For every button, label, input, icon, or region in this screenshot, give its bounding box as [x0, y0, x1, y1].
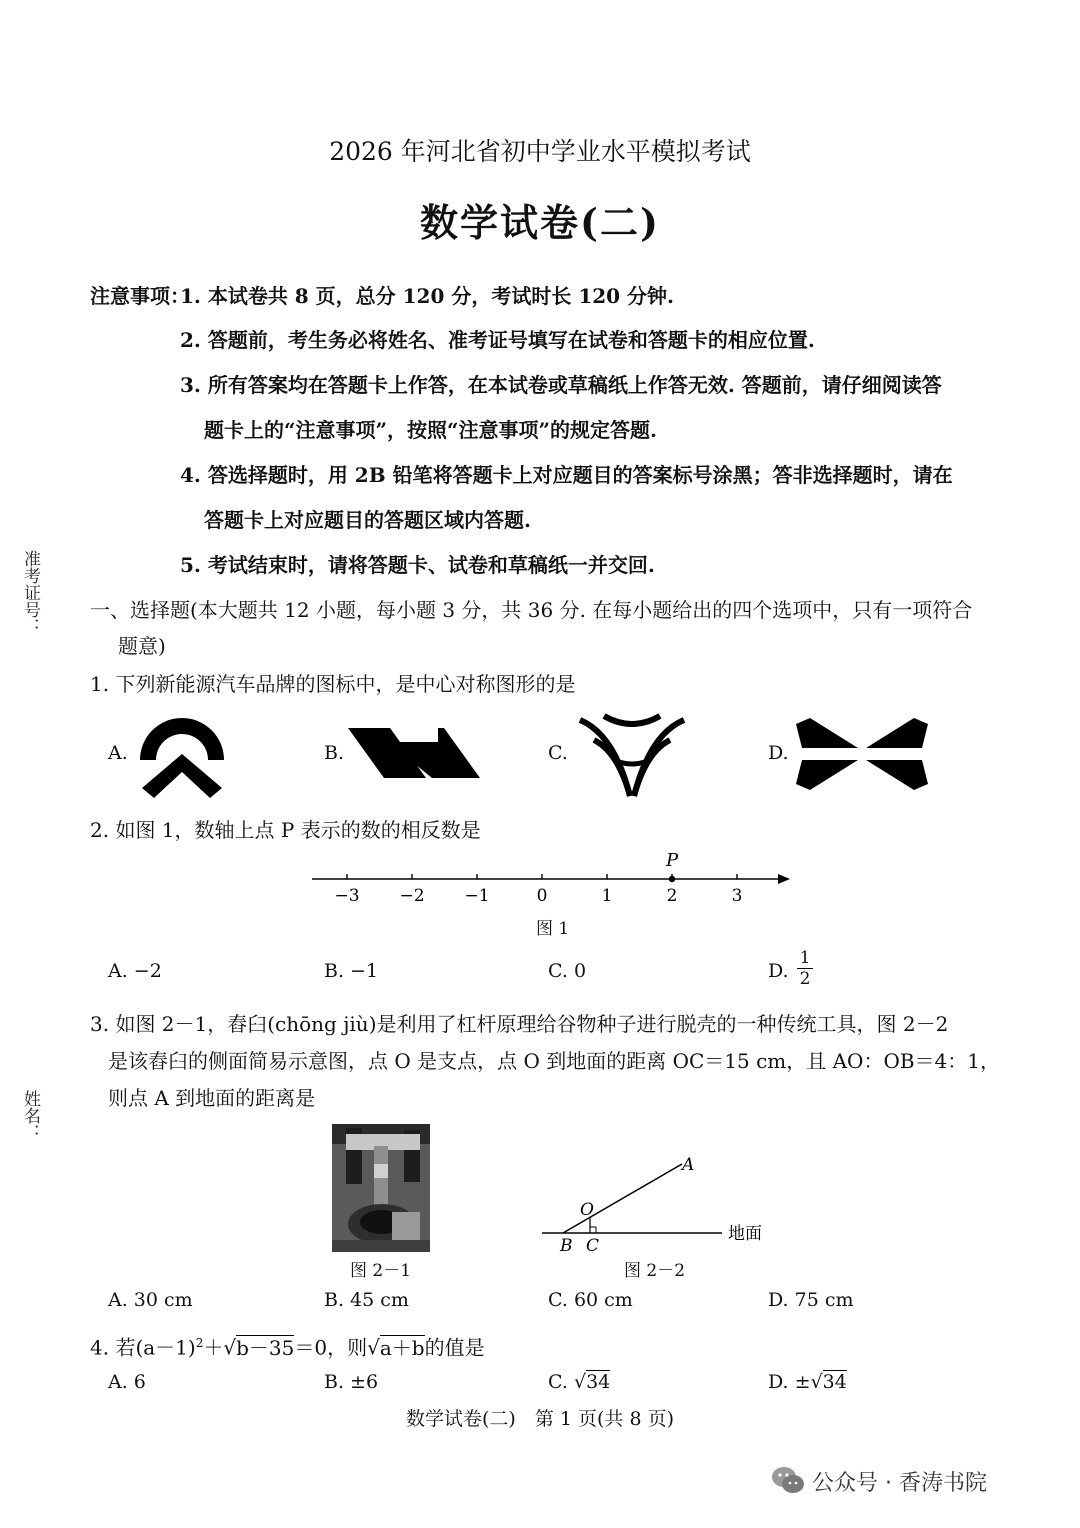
svg-text:地面: 地面: [728, 1224, 762, 1244]
name-label: 姓名：: [20, 1090, 40, 1141]
q4-prefix: 4. 若(a－1): [90, 1335, 196, 1360]
notice-item-4: 4. 答选择题时，用 2B 铅笔将答题卡上对应题目的答案标号涂黑；答非选择题时，请在: [180, 463, 953, 487]
number-line-tick-label: 1: [601, 886, 613, 906]
q4-option-d: D. ±√34: [768, 1371, 847, 1393]
logo-v-arcs-icon: [574, 712, 690, 802]
section-heading: 一、选择题(本大题共 12 小题，每小题 3 分，共 36 分. 在每小题给出的四个选项中，只有一项符合: [90, 598, 973, 622]
notice-item-3-cont: 题卡上的“注意事项”，按照“注意事项”的规定答题.: [204, 418, 657, 442]
page-footer: 数学试卷(二) 第 1 页(共 8 页): [406, 1408, 674, 1430]
logo-bowtie-icon: [796, 718, 928, 790]
q2-option-c: C. 0: [548, 960, 587, 982]
point-p-label: P: [665, 850, 679, 871]
q4-radical-2: √a＋b: [367, 1335, 425, 1360]
exam-subtitle: 2026 年河北省初中学业水平模拟考试: [329, 137, 751, 166]
exam-title: 数学试卷(二): [420, 200, 660, 245]
q4-mid: ＝0，则: [294, 1335, 368, 1360]
number-line-tick-label: −3: [334, 886, 360, 906]
question-1-stem: 1. 下列新能源汽车品牌的图标中，是中心对称图形的是: [90, 672, 576, 696]
number-line-tick-label: 2: [666, 886, 678, 906]
figure-2-1-caption: 图 2－1: [350, 1261, 412, 1281]
mortar-photo-image: [332, 1124, 430, 1252]
section-heading-cont: 题意): [118, 634, 166, 658]
question-4-stem: [90, 1329, 485, 1362]
number-line: [300, 846, 800, 912]
number-line-tick-label: 3: [731, 886, 743, 906]
q2-option-d: D.: [768, 960, 789, 982]
notice-item-1: 1. 本试卷共 8 页，总分 120 分，考试时长 120 分钟.: [180, 284, 674, 308]
question-3-line-3: 则点 A 到地面的距离是: [108, 1086, 316, 1110]
q1-option-c-label: C.: [548, 742, 568, 764]
question-2-stem: 2. 如图 1，数轴上点 P 表示的数的相反数是: [90, 818, 481, 842]
svg-text:C: C: [586, 1236, 600, 1256]
q4-radical-1: √b－35: [223, 1335, 295, 1360]
q3-option-d: D. 75 cm: [768, 1289, 854, 1311]
q4-suffix: 的值是: [424, 1335, 485, 1360]
q3-option-a: A. 30 cm: [108, 1289, 193, 1311]
q2-option-d-fraction: [797, 948, 813, 989]
lever-diagram: [536, 1152, 776, 1256]
notice-item-5: 5. 考试结束时，请将答题卡、试卷和草稿纸一并交回.: [180, 553, 655, 577]
svg-text:O: O: [580, 1200, 594, 1220]
notice-item-3: 3. 所有答案均在答题卡上作答，在本试卷或草稿纸上作答无效. 答题前，请仔细阅读答: [180, 373, 942, 397]
exam-number-label: 准考证号：: [20, 550, 40, 635]
q4-exponent: 2: [195, 1336, 204, 1350]
number-line-tick-label: −1: [464, 886, 490, 906]
q1-option-d-label: D.: [768, 742, 789, 764]
logo-arc-chevron-icon: [132, 710, 232, 800]
fraction-numerator: 1: [799, 948, 811, 968]
number-line-tick-label: 0: [536, 886, 548, 906]
svg-text:A: A: [682, 1155, 695, 1175]
figure-1-caption: 图 1: [536, 919, 570, 939]
q2-option-a: A. −2: [108, 960, 162, 982]
logo-parallelogram-icon: [348, 722, 484, 784]
question-3-line-2: 是该舂臼的侧面简易示意图，点 O 是支点，点 O 到地面的距离 OC＝15 cm，且 AO：OB＝4：1，: [108, 1049, 1000, 1073]
notice-item-2: 2. 答题前，考生务必将姓名、准考证号填写在试卷和答题卡的相应位置.: [180, 328, 815, 352]
fraction-denominator: 2: [797, 968, 813, 989]
q3-option-b: B. 45 cm: [324, 1289, 409, 1311]
q1-option-a-label: A.: [108, 742, 128, 764]
q3-option-c: C. 60 cm: [548, 1289, 633, 1311]
q4-option-b: B. ±6: [324, 1371, 379, 1393]
q4-option-a: A. 6: [108, 1371, 146, 1393]
q4-option-c: C. √34: [548, 1371, 611, 1393]
notice-item-4-cont: 答题卡上对应题目的答题区域内答题.: [204, 508, 531, 532]
q4-radicand-1: b－35: [236, 1335, 295, 1360]
number-line-tick-label: −2: [399, 886, 425, 906]
q4-radicand-2: a＋b: [379, 1335, 425, 1360]
q1-option-b-label: B.: [324, 742, 345, 764]
point-p-marker: [669, 876, 675, 882]
q2-option-b: B. −1: [324, 960, 379, 982]
watermark-text: 公众号 · 香涛书院: [812, 1471, 987, 1496]
q4-plus: ＋: [203, 1335, 224, 1360]
svg-text:B: B: [560, 1236, 573, 1256]
figure-2-2-caption: 图 2－2: [624, 1261, 686, 1281]
question-3-line-1: 3. 如图 2－1，舂臼(chōng jiù)是利用了杠杆原理给谷物种子进行脱壳的一种传统工具，图 2－2: [90, 1012, 949, 1036]
wechat-icon: [770, 1464, 806, 1496]
notice-label: 注意事项：: [90, 284, 190, 308]
